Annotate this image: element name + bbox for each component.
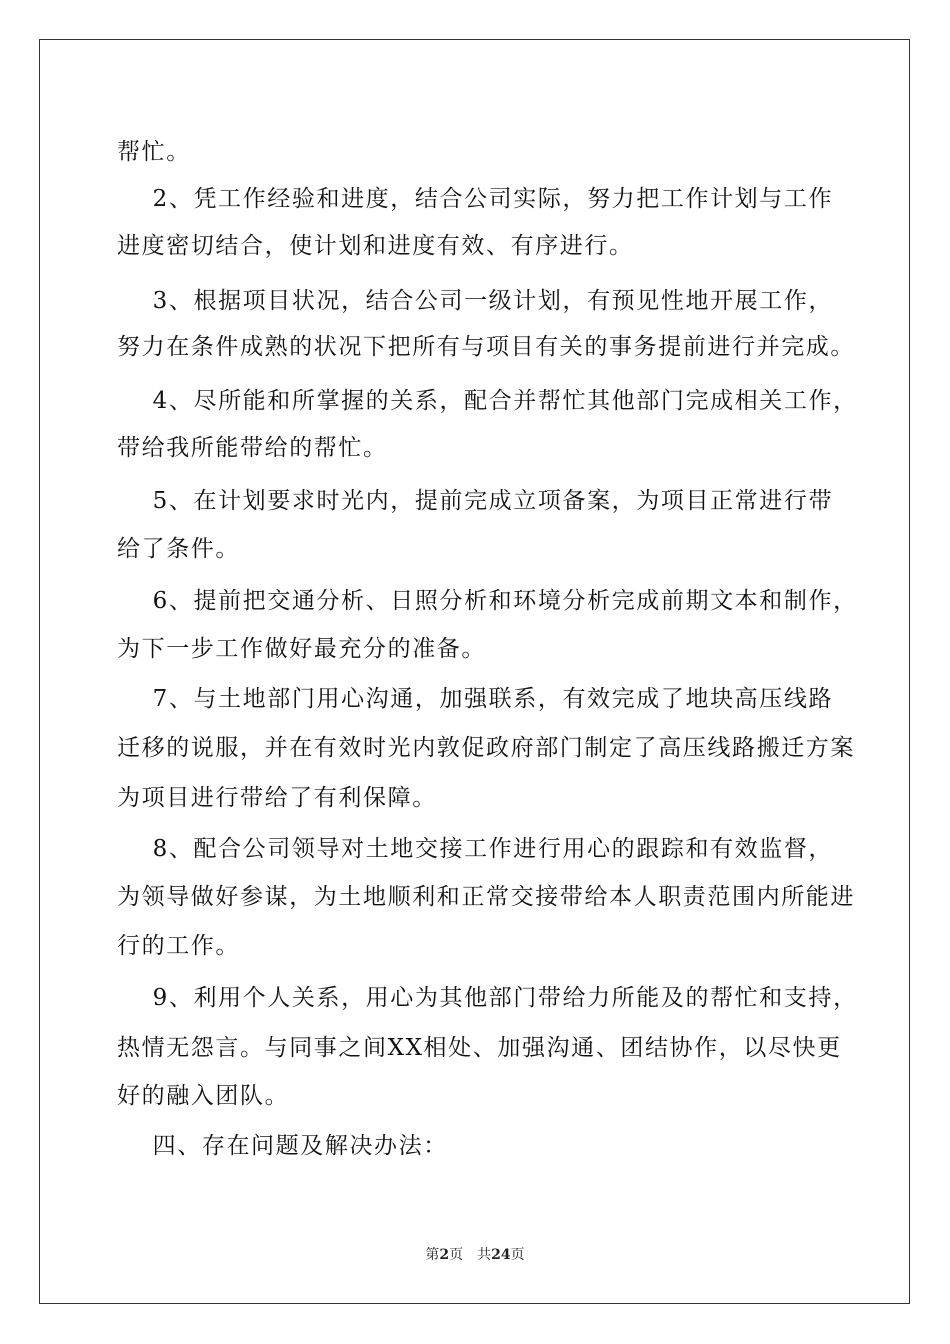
text-line: 热情无怨言。与同事之间XX相处、加强沟通、团结协作，以尽快更 bbox=[117, 1035, 842, 1061]
text-line: 为领导做好参谋，为土地顺利和正常交接带给本人职责范围内所能进 bbox=[117, 884, 855, 910]
text-line: 好的融入团队。 bbox=[117, 1083, 290, 1109]
page-border bbox=[39, 39, 910, 1304]
text-line: 6、提前把交通分析、日照分析和环境分析完成前期文本和制作， bbox=[117, 588, 858, 614]
text-line: 四、存在问题及解决办法： bbox=[117, 1133, 448, 1159]
total-suffix: 页 bbox=[510, 1247, 525, 1263]
text-line: 为下一步工作做好最充分的准备。 bbox=[117, 636, 486, 662]
text-line: 给了条件。 bbox=[117, 536, 240, 562]
text-line: 3、根据项目状况，结合公司一级计划，有预见性地开展工作， bbox=[117, 288, 834, 314]
text-line: 7、与土地部门用心沟通，加强联系，有效完成了地块高压线路 bbox=[117, 686, 834, 712]
current-page-number: 2 bbox=[439, 1247, 450, 1263]
text-line: 帮忙。 bbox=[117, 139, 191, 165]
text-line: 努力在条件成熟的状况下把所有与项目有关的事务提前进行并完成。 bbox=[117, 334, 855, 360]
text-line: 进度密切结合，使计划和进度有效、有序进行。 bbox=[117, 233, 634, 259]
text-line: 8、配合公司领导对土地交接工作进行用心的跟踪和有效监督， bbox=[117, 836, 834, 862]
page-suffix: 页 bbox=[449, 1247, 464, 1263]
text-line: 5、在计划要求时光内，提前完成立项备案，为项目正常进行带 bbox=[117, 488, 834, 514]
text-line: 行的工作。 bbox=[117, 933, 240, 959]
text-line: 2、凭工作经验和进度，结合公司实际，努力把工作计划与工作 bbox=[117, 186, 834, 212]
text-line: 为项目进行带给了有利保障。 bbox=[117, 785, 437, 811]
text-line: 4、尽所能和所掌握的关系，配合并帮忙其他部门完成相关工作， bbox=[117, 388, 858, 414]
text-line: 迁移的说服，并在有效时光内敦促政府部门制定了高压线路搬迁方案 bbox=[117, 735, 855, 761]
page-prefix: 第 bbox=[425, 1247, 440, 1263]
total-prefix: 共 bbox=[477, 1247, 492, 1263]
page-footer bbox=[0, 1246, 950, 1264]
text-line: 9、利用个人关系，用心为其他部门带给力所能及的帮忙和支持， bbox=[117, 985, 858, 1011]
text-line: 带给我所能带给的帮忙。 bbox=[117, 435, 388, 461]
total-pages-number: 24 bbox=[491, 1247, 511, 1263]
